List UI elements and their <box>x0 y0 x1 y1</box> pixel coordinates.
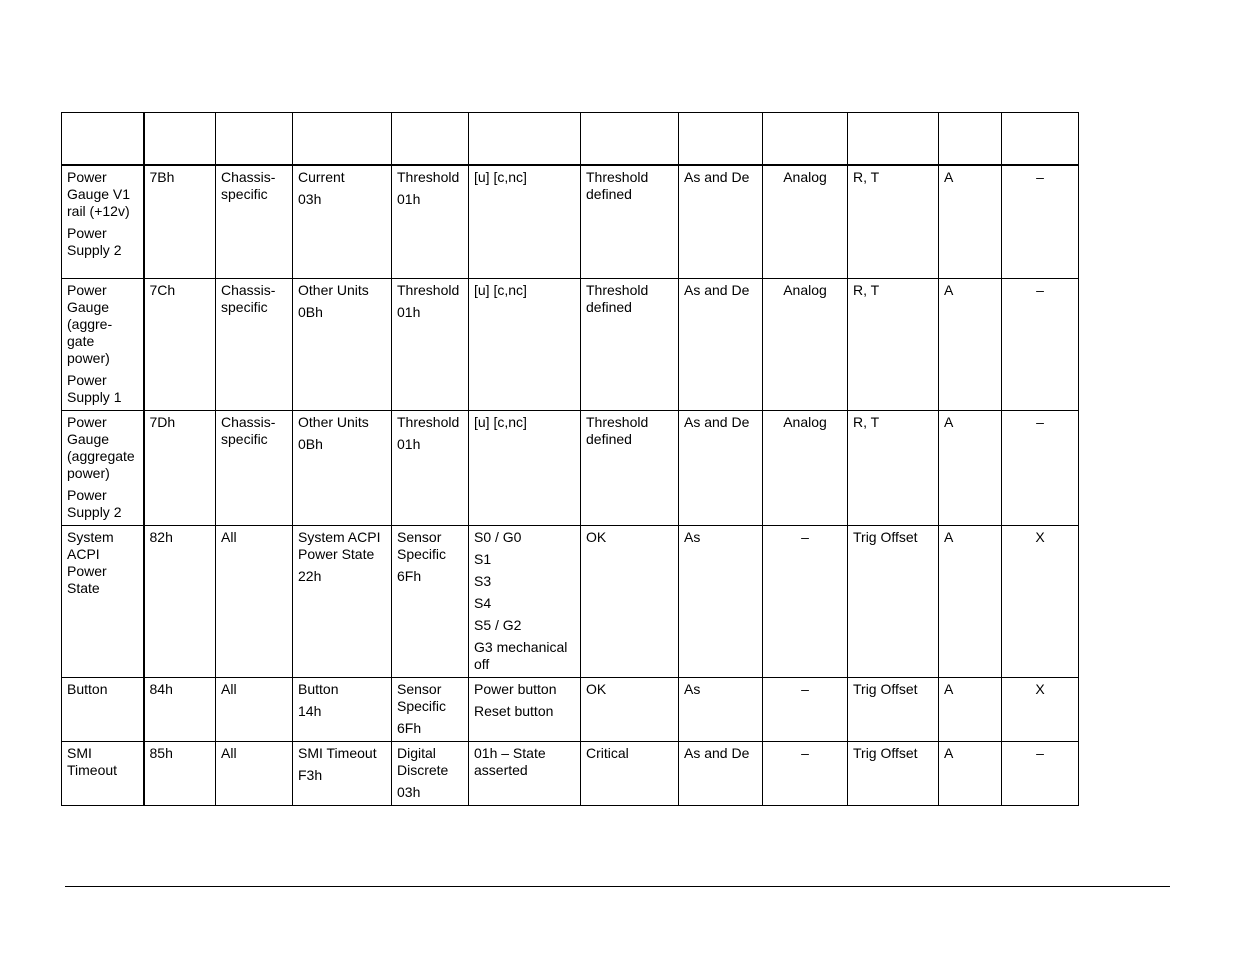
header-cell <box>144 113 216 166</box>
cell-line: 6Fh <box>397 568 422 584</box>
standby-cell: A <box>939 526 1002 678</box>
sensor-number-cell: 7Bh <box>144 165 216 279</box>
sensor-name-cell <box>62 165 144 279</box>
sensor-type-cell <box>293 742 392 806</box>
cell-line: Button <box>298 681 339 697</box>
flag-cell: X <box>1002 678 1079 742</box>
platform-cell: Chassis-specific <box>216 165 293 279</box>
sensor-number-cell: 7Dh <box>144 411 216 526</box>
cell-line: 01h – State asserted <box>474 745 546 778</box>
cell-line: Threshold <box>397 282 460 298</box>
flag-cell: – <box>1002 742 1079 806</box>
cell-line: Current <box>298 169 345 185</box>
platform-cell: All <box>216 678 293 742</box>
header-cell <box>763 113 848 166</box>
event-type-cell <box>392 526 469 678</box>
flag-cell: – <box>1002 279 1079 411</box>
table-row <box>62 165 1079 279</box>
event-type-cell <box>392 411 469 526</box>
cell-line: 0Bh <box>298 304 323 320</box>
sensor-number-cell: 82h <box>144 526 216 678</box>
cell-line: S5 / G2 <box>474 617 522 633</box>
sensor-type-cell <box>293 165 392 279</box>
cell-line: [u] [c,nc] <box>474 414 527 430</box>
sensor-name-cell <box>62 411 144 526</box>
table-row <box>62 411 1079 526</box>
event-type-cell <box>392 742 469 806</box>
sensor-name-cell <box>62 678 144 742</box>
flag-cell: – <box>1002 411 1079 526</box>
header-cell <box>1002 113 1079 166</box>
flag-cell: X <box>1002 526 1079 678</box>
table-row <box>62 678 1079 742</box>
event-offset-cell <box>469 411 581 526</box>
cell-line: [u] [c,nc] <box>474 169 527 185</box>
sensor-type-cell <box>293 411 392 526</box>
severity-cell: Threshold defined <box>581 279 679 411</box>
cell-line: 6Fh <box>397 720 422 736</box>
cell-line: System ACPI Power State <box>298 529 381 562</box>
table-row <box>62 526 1079 678</box>
sensor-name-cell <box>62 526 144 678</box>
cell-line: 01h <box>397 436 421 452</box>
cell-line: 22h <box>298 568 322 584</box>
rearm-cell: Trig Offset <box>848 678 939 742</box>
sensor-name-cell <box>62 742 144 806</box>
cell-line: Threshold <box>397 414 460 430</box>
platform-cell: Chassis-specific <box>216 279 293 411</box>
standby-cell: A <box>939 279 1002 411</box>
cell-line: S1 <box>474 551 492 567</box>
sensor-number-cell: 7Ch <box>144 279 216 411</box>
standby-cell: A <box>939 678 1002 742</box>
cell-line: F3h <box>298 767 323 783</box>
platform-cell: Chassis-specific <box>216 411 293 526</box>
readable-value-cell: – <box>763 678 848 742</box>
event-offset-cell <box>469 279 581 411</box>
cell-line: Power Supply 2 <box>67 225 122 258</box>
readable-value-cell: Analog <box>763 165 848 279</box>
severity-cell: Threshold defined <box>581 165 679 279</box>
cell-line: 03h <box>298 191 322 207</box>
standby-cell: A <box>939 742 1002 806</box>
cell-line: SMI Timeout <box>298 745 377 761</box>
cell-line: S3 <box>474 573 492 589</box>
header-cell <box>62 113 144 166</box>
severity-cell: OK <box>581 526 679 678</box>
event-offset-cell <box>469 526 581 678</box>
cell-line: Power Gauge (aggre-gate power) <box>67 282 113 366</box>
rearm-cell: Trig Offset <box>848 526 939 678</box>
sensor-type-cell <box>293 678 392 742</box>
cell-line: System ACPI Power State <box>67 529 114 596</box>
header-cell <box>469 113 581 166</box>
cell-line: 0Bh <box>298 436 323 452</box>
sensor-type-cell <box>293 526 392 678</box>
cell-line: 03h <box>397 784 421 800</box>
header-cell <box>848 113 939 166</box>
cell-line: Sensor Specific <box>397 529 447 562</box>
sensor-table <box>61 112 1079 806</box>
severity-cell: OK <box>581 678 679 742</box>
cell-line: S0 / G0 <box>474 529 522 545</box>
header-cell <box>392 113 469 166</box>
event-offset-cell <box>469 165 581 279</box>
event-offset-cell <box>469 678 581 742</box>
cell-line: Reset button <box>474 703 554 719</box>
readable-value-cell: – <box>763 742 848 806</box>
header-cell <box>216 113 293 166</box>
cell-line: G3 mechanical off <box>474 639 568 672</box>
cell-line: 14h <box>298 703 322 719</box>
sensor-name-cell <box>62 279 144 411</box>
cell-line: 01h <box>397 191 421 207</box>
sensor-type-cell <box>293 279 392 411</box>
cell-line: 01h <box>397 304 421 320</box>
cell-line: Other Units <box>298 282 369 298</box>
flag-cell: – <box>1002 165 1079 279</box>
sensor-number-cell: 84h <box>144 678 216 742</box>
cell-line: Power Gauge V1 rail (+12v) <box>67 169 131 219</box>
assert-deassert-cell: As and De <box>679 411 763 526</box>
cell-line: Power Supply 1 <box>67 372 122 405</box>
cell-line: Power button <box>474 681 557 697</box>
rearm-cell: Trig Offset <box>848 742 939 806</box>
cell-line: Sensor Specific <box>397 681 447 714</box>
rearm-cell: R, T <box>848 411 939 526</box>
cell-line: Power Supply 2 <box>67 487 122 520</box>
platform-cell: All <box>216 742 293 806</box>
cell-line: Button <box>67 681 108 697</box>
header-row <box>62 113 1079 166</box>
header-cell <box>939 113 1002 166</box>
cell-line: Threshold <box>397 169 460 185</box>
table-row <box>62 279 1079 411</box>
cell-line: Other Units <box>298 414 369 430</box>
event-offset-cell <box>469 742 581 806</box>
assert-deassert-cell: As and De <box>679 165 763 279</box>
assert-deassert-cell: As and De <box>679 279 763 411</box>
event-type-cell <box>392 279 469 411</box>
rearm-cell: R, T <box>848 279 939 411</box>
cell-line: SMI Timeout <box>67 745 118 778</box>
cell-line: Digital Discrete <box>397 745 449 778</box>
cell-line: Power Gauge (aggregate power) <box>67 414 135 481</box>
event-type-cell <box>392 678 469 742</box>
readable-value-cell: Analog <box>763 279 848 411</box>
readable-value-cell: Analog <box>763 411 848 526</box>
assert-deassert-cell: As <box>679 678 763 742</box>
standby-cell: A <box>939 411 1002 526</box>
rearm-cell: R, T <box>848 165 939 279</box>
table-body <box>62 113 1079 806</box>
event-type-cell <box>392 165 469 279</box>
assert-deassert-cell: As and De <box>679 742 763 806</box>
header-cell <box>581 113 679 166</box>
cell-line: [u] [c,nc] <box>474 282 527 298</box>
platform-cell: All <box>216 526 293 678</box>
assert-deassert-cell: As <box>679 526 763 678</box>
severity-cell: Threshold defined <box>581 411 679 526</box>
cell-line: S4 <box>474 595 492 611</box>
readable-value-cell: – <box>763 526 848 678</box>
header-cell <box>293 113 392 166</box>
footer-rule <box>65 886 1170 887</box>
table-row <box>62 742 1079 806</box>
sensor-number-cell: 85h <box>144 742 216 806</box>
standby-cell: A <box>939 165 1002 279</box>
header-cell <box>679 113 763 166</box>
severity-cell: Critical <box>581 742 679 806</box>
